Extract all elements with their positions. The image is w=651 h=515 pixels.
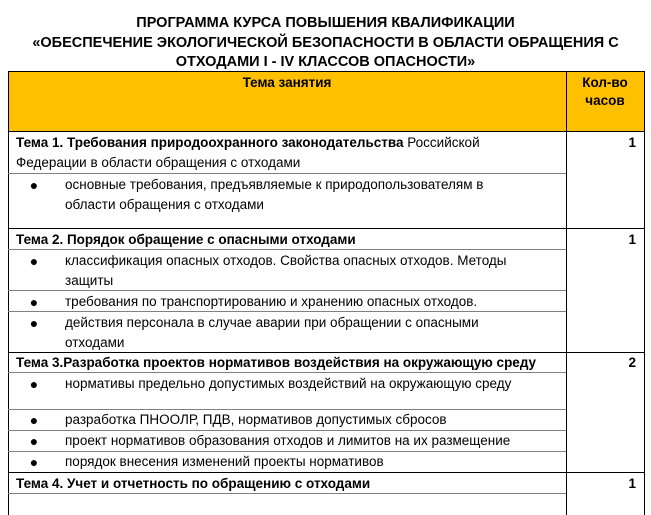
subrow-border [8,173,566,174]
topic-3-item-1: нормативы предельно допустимых воздействий на окружающую среду [65,376,512,391]
table-header-bottom-border [8,131,645,132]
topic-1-title-bold: Тема 1. Требования природоохранного законодательства [16,135,404,150]
bullet-icon: ● [29,412,39,428]
topic-3-item-3: проект нормативов образования отходов и лимитов на их размещение [65,433,511,448]
row-border-3 [8,472,645,473]
table-border-left [8,71,9,515]
topic-2-item-1-line-1: классификация опасных отходов. Свойства опасных отходов. Методы [65,253,507,268]
table-column-divider [566,71,567,515]
bullet-icon: ● [29,294,39,310]
topic-2-item-3-line-2: отходами [65,335,125,350]
topic-1-title-rest: Российской [403,135,480,150]
header-topic: Тема занятия [242,75,332,90]
topic-3-title [16,353,536,373]
topic-1-title-line-2: Федерации в области обращения с отходами [16,155,301,170]
topic-3-title-bold: Тема 3.Разработка проектов нормативов воздействия на окружающую среду [16,355,537,370]
program-title-line-3: ОТХОДАМИ I - IV КЛАССОВ ОПАСНОСТИ» [175,54,476,70]
topic-4-title-bold: Тема 4. Учет и отчетность по обращению с отходами [16,476,371,491]
topic-1-hours: 1 [628,135,636,150]
topic-4-title [16,474,370,494]
topic-3-hours: 2 [628,355,636,370]
program-title-line-1: ПРОГРАММА КУРСА ПОВЫШЕНИЯ КВАЛИФИКАЦИИ [136,15,515,31]
topic-4-hours: 1 [628,476,636,491]
bullet-icon: ● [29,177,39,193]
row-border-1 [8,228,645,229]
bullet-icon: ● [29,433,39,449]
topic-2-title-bold: Тема 2. Порядок обращение с опасными отходами [16,232,356,247]
table-border-top [8,71,645,72]
topic-1-item-1-line-2: области обращения с отходами [65,197,264,212]
bullet-icon: ● [29,315,39,331]
topic-3-item-2: разработка ПНООЛР, ПДВ, нормативов допустимых сбросов [65,412,447,427]
topic-2-item-1-line-2: защиты [65,273,114,288]
table-border-right [644,71,645,515]
topic-1-title [16,133,480,153]
bullet-icon: ● [29,454,39,470]
topic-2-item-2: требования по транспортированию и хранению опасных отходов. [65,294,478,309]
program-title-line-2: «ОБЕСПЕЧЕНИЕ ЭКОЛОГИЧЕСКОЙ БЕЗОПАСНОСТИ В ОБЛАСТИ ОБРАЩЕНИЯ С [32,35,619,51]
topic-2-hours: 1 [628,232,636,247]
header-hours-line-1: Кол-во [582,75,628,90]
header-hours-line-2: часов [585,93,625,108]
topic-3-item-4: порядок внесения изменений проекты нормативов [65,454,384,469]
topic-2-item-3-line-1: действия персонала в случае аварии при обращении с опасными [65,315,479,330]
bullet-icon: ● [29,253,39,269]
topic-2-title [16,230,356,250]
topic-1-item-1-line-1: основные требования, предъявляемые к природопользователям в [65,177,484,192]
bullet-icon: ● [29,376,39,392]
